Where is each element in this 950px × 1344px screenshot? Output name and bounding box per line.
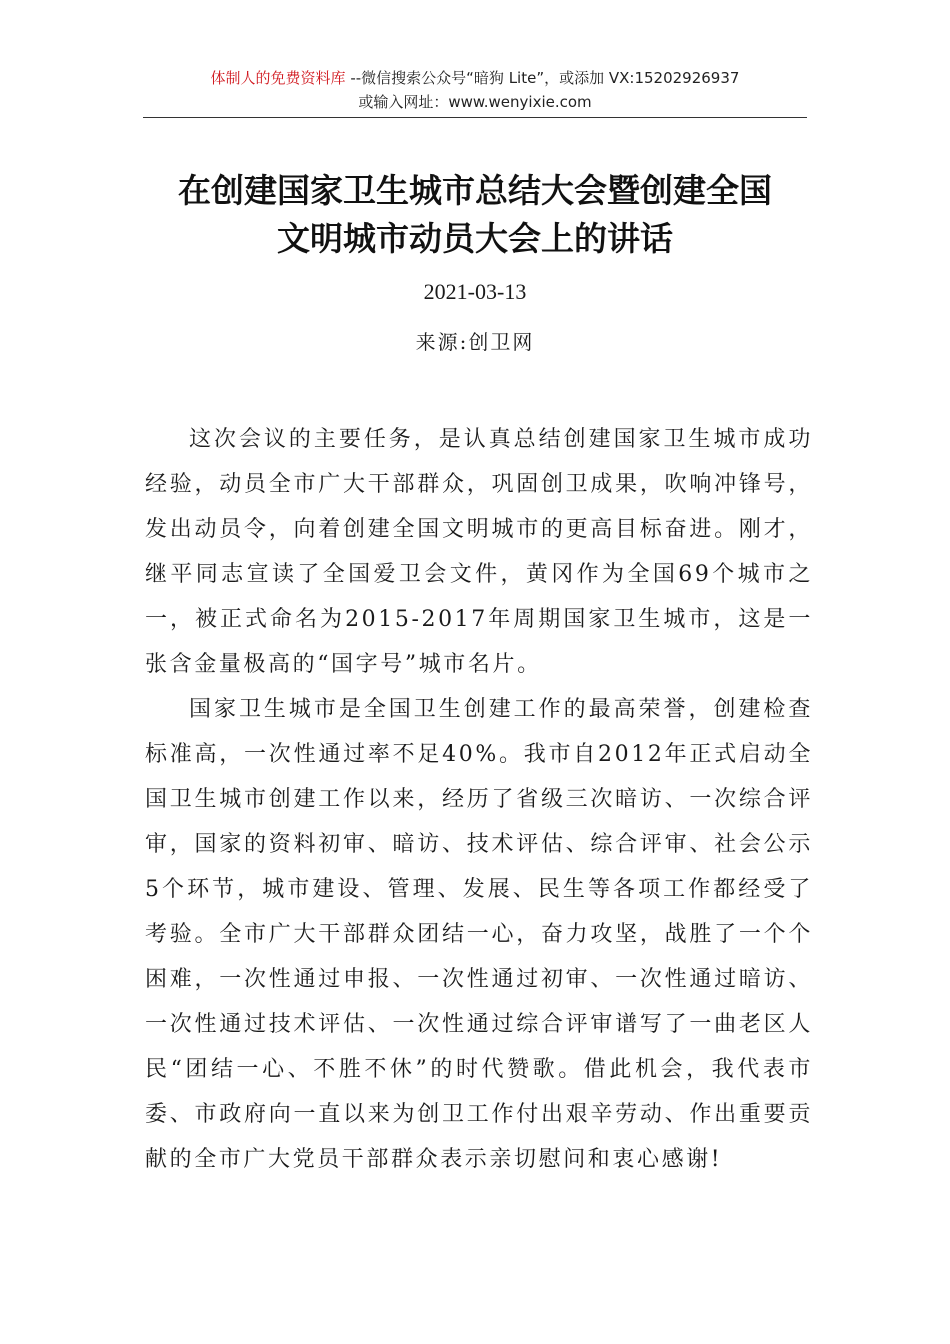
title-line-1: 在创建国家卫生城市总结大会暨创建全国: [178, 171, 772, 210]
document-date: 2021-03-13: [423, 279, 527, 304]
header-brand: 体制人的免费资料库: [210, 69, 346, 87]
body-paragraph-2: 国家卫生城市是全国卫生创建工作的最高荣誉，创建检查标准高，一次性通过率不足40%。我市自2012年正式启动全国卫生城市创建工作以来，经历了省级三次暗访、一次综合评审，国家的资料初审、暗访、技术评估、综合评审、社会公示5个环节，城市建设、管理、发展、民生等各项工作都经受了考验。全市广大干部群众团结一心，奋力攻坚，战胜了一个个困难，一次性通过申报、一次性通过初审、一次性通过暗访、一次性通过技术评估、一次性通过综合评审谱写了一曲老区人民“团结一心、不胜不休”的时代赞歌。借此机会，我代表市委、市政府向一直以来为创卫工作付出艰辛劳动、作出重要贡献的全市广大党员干部群众表示亲切慰问和衷心感谢!: [145, 697, 813, 1172]
page-header: [143, 66, 807, 114]
document-body: [145, 417, 813, 1182]
header-website: 或输入网址：www.wenyixie.com: [358, 93, 592, 111]
document-source: 来源:创卫网: [415, 330, 535, 354]
header-line-1: [143, 66, 807, 90]
header-contact-info: --微信搜索公众号“暗狗 Lite”，或添加 VX:15202926937: [345, 69, 740, 87]
body-paragraph-1: 这次会议的主要任务，是认真总结创建国家卫生城市成功经验，动员全市广大干部群众，巩固创卫成果，吹响冲锋号，发出动员令，向着创建全国文明城市的更高目标奋进。刚才，继平同志宣读了全国爱卫会文件，黄冈作为全国69个城市之一，被正式命名为2015-2017年周期国家卫生城市，这是一张含金量极高的“国字号”城市名片。: [145, 427, 813, 677]
document-title: [100, 167, 850, 263]
title-line-2: 文明城市动员大会上的讲话: [277, 219, 673, 258]
header-divider: [143, 117, 807, 118]
